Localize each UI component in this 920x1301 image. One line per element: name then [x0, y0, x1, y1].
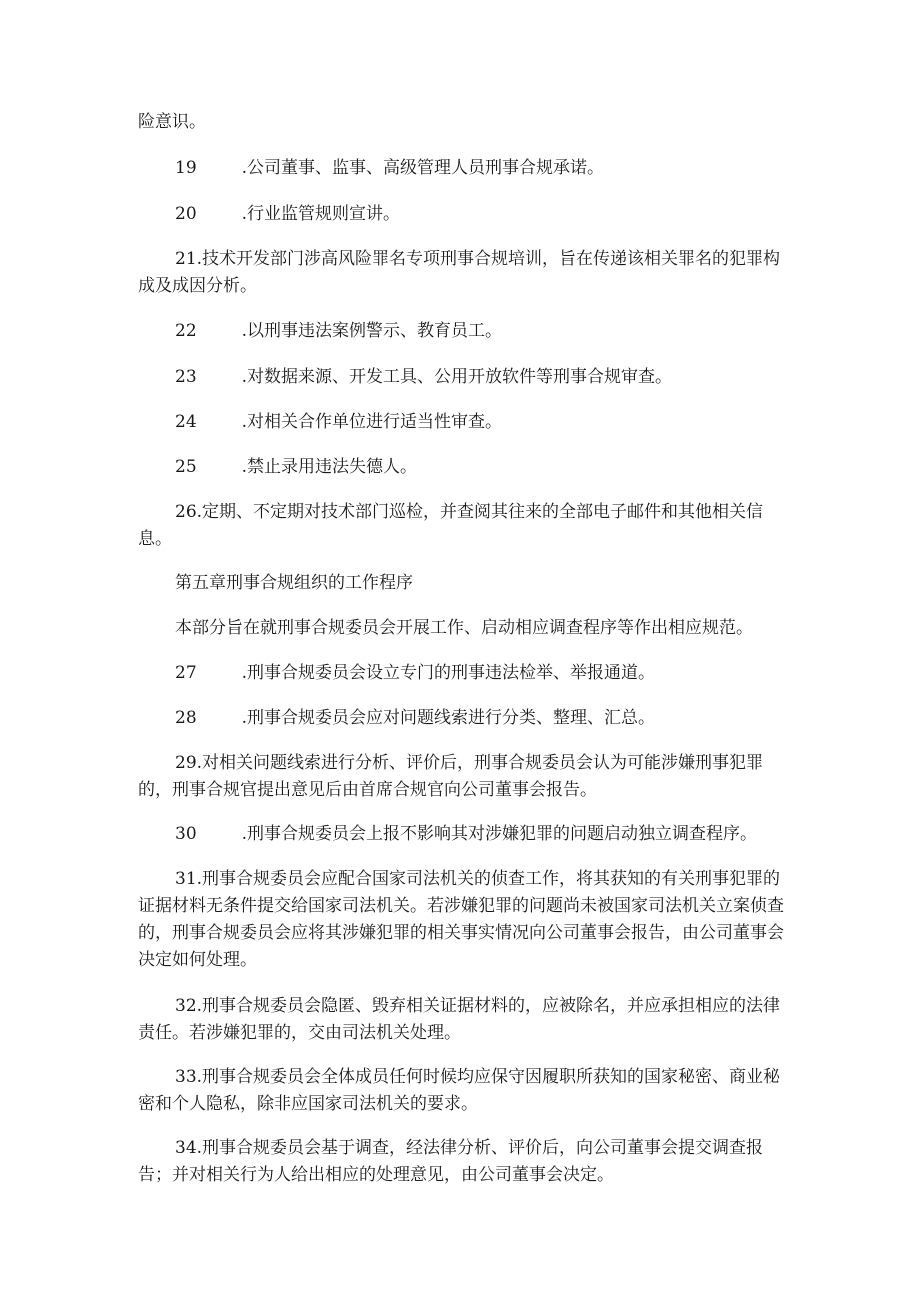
list-item [138, 705, 788, 732]
item-number: 25 [175, 457, 197, 477]
item-text: .刑事合规委员会基于调查，经法律分析、评价后，向公司董事会提交调查报告；并对相关行为人给出相应的处理意见，由公司董事会决定。 [138, 1138, 764, 1185]
item-text: .以刑事违法案例警示、教育员工。 [241, 321, 503, 341]
list-item [138, 201, 788, 228]
item-text: .刑事合规委员会隐匿、毁弃相关证据材料的，应被除名，并应承担相应的法律责任。若涉嫌犯罪的，交由司法机关处理。 [138, 996, 781, 1043]
item-text: .行业监管规则宣讲。 [241, 204, 401, 224]
item-text: .对数据来源、开发工具、公用开放软件等刑事合规审查。 [241, 367, 673, 387]
item-text: .刑事合规委员会全体成员任何时候均应保守因履职所获知的国家秘密、商业秘密和个人隐私，除非应国家司法机关的要求。 [138, 1067, 781, 1114]
item-number: 23 [175, 367, 197, 387]
list-item [138, 499, 788, 553]
item-number: 22 [175, 321, 197, 341]
list-item [138, 1135, 788, 1189]
item-text: .刑事合规委员会上报不影响其对涉嫌犯罪的问题启动独立调查程序。 [241, 824, 758, 844]
continuation-text: 险意识。 [138, 112, 206, 132]
list-item [138, 454, 788, 481]
item-number: 27 [175, 663, 197, 683]
list-item [138, 1064, 788, 1118]
item-text: .刑事合规委员会应配合国家司法机关的侦查工作，将其获知的有关刑事犯罪的证据材料无条件提交给国家司法机关。若涉嫌犯罪的问题尚未被国家司法机关立案侦查的，刑事合规委员会应将其涉嫌犯罪的相关事实情况向公司董事会报告，由公司董事会决定如何处理。 [138, 869, 784, 970]
list-item [138, 318, 788, 345]
list-item [138, 821, 788, 848]
list-item [138, 246, 788, 300]
list-item [138, 409, 788, 436]
list-item [138, 750, 788, 804]
list-item [138, 866, 788, 974]
item-number: 19 [175, 158, 197, 178]
item-number: 24 [175, 412, 197, 432]
item-number: 21 [175, 249, 197, 269]
item-number: 29 [175, 753, 197, 773]
list-item [138, 155, 788, 182]
item-text: .对相关合作单位进行适当性审查。 [241, 412, 503, 432]
item-number: 28 [175, 708, 197, 728]
list-item [138, 993, 788, 1047]
list-item [138, 660, 788, 687]
item-text: .对相关问题线索进行分析、评价后，刑事合规委员会认为可能涉嫌刑事犯罪的，刑事合规官提出意见后由首席合规官向公司董事会报告。 [138, 753, 764, 800]
item-number: 31 [175, 869, 197, 889]
item-text: .刑事合规委员会应对问题线索进行分类、整理、汇总。 [241, 708, 656, 728]
item-number: 34 [175, 1138, 197, 1158]
chapter-title: 第五章刑事合规组织的工作程序 [175, 573, 413, 593]
chapter-intro: 本部分旨在就刑事合规委员会开展工作、启动相应调查程序等作出相应规范。 [175, 618, 753, 638]
item-number: 30 [175, 824, 197, 844]
list-item [138, 364, 788, 391]
item-number: 20 [175, 204, 197, 224]
item-text: .定期、不定期对技术部门巡检，并查阅其往来的全部电子邮件和其他相关信息。 [138, 502, 764, 549]
item-number: 26 [175, 502, 197, 522]
item-text: .刑事合规委员会设立专门的刑事违法检举、举报通道。 [241, 663, 656, 683]
item-text: .公司董事、监事、高级管理人员刑事合规承诺。 [241, 158, 605, 178]
item-text: .技术开发部门涉高风险罪名专项刑事合规培训，旨在传递该相关罪名的犯罪构成及成因分析。 [138, 249, 781, 296]
item-number: 33 [175, 1067, 197, 1087]
item-text: .禁止录用违法失德人。 [241, 457, 418, 477]
item-number: 32 [175, 996, 197, 1016]
